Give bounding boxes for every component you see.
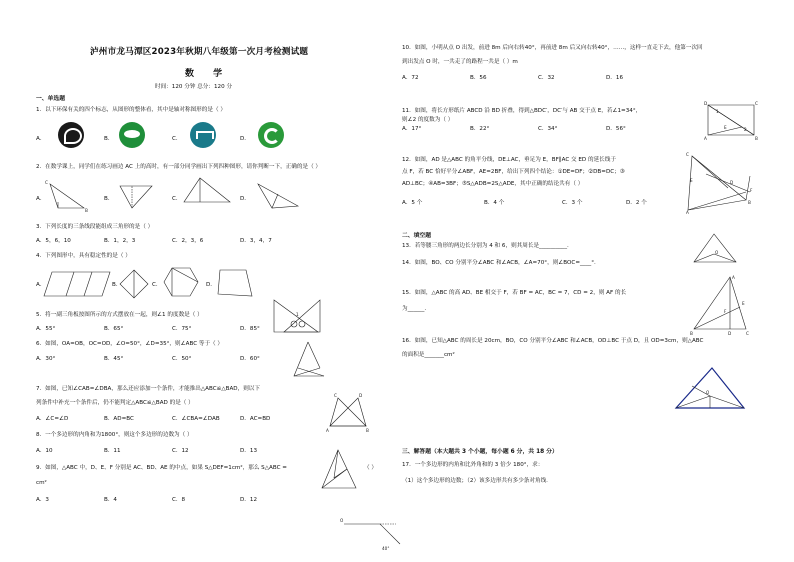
vertex-f-label: F — [724, 309, 727, 314]
vertex-c-label: C — [686, 152, 689, 157]
q6-stem: 6．如图，OA=OB，OC=OD，∠O=50°，∠D=35°，则∠ABC 等于（ ） — [36, 341, 224, 347]
q16-figure — [670, 366, 750, 416]
q11-option-a[interactable]: A．17° — [402, 126, 422, 132]
q8-stem: 8．一个多边形的内角和为1800°，则这个多边形的边数为（ ） — [36, 432, 193, 438]
leaf-icon — [64, 128, 82, 144]
q12-option-a[interactable]: A．5 个 — [402, 200, 423, 206]
pipe-icon — [196, 131, 214, 139]
vertex-a-label: A — [686, 210, 689, 215]
q2-figure-b — [112, 176, 162, 216]
q4-option-c[interactable]: C． — [152, 282, 162, 288]
q9-figure — [320, 448, 360, 492]
q4-figure-square — [120, 270, 150, 300]
q5-stem: 5．将一副三角板按图所示的方式摆放在一起，则∠1 的度数是（ ） — [36, 312, 203, 318]
vertex-c-label: C — [755, 101, 758, 106]
q6-option-c[interactable]: C．50° — [172, 356, 192, 362]
q6-option-b[interactable]: B．45° — [104, 356, 124, 362]
q11-figure — [704, 101, 764, 141]
vertex-d-label: D — [704, 101, 708, 106]
q1-option-c[interactable]: C． — [172, 136, 182, 142]
point-o-label: O — [340, 518, 344, 523]
vertex-b-label: B — [748, 200, 751, 205]
angle-2-label: 2 — [744, 127, 747, 132]
q16-stem-line2: 的面积是_______cm² — [402, 352, 455, 358]
q2-option-a[interactable]: A． — [36, 196, 46, 202]
q2-figure-d — [252, 178, 312, 218]
q9-option-d[interactable]: D．12 — [240, 497, 258, 503]
q12-option-d[interactable]: D．2 个 — [626, 200, 647, 206]
q4-option-b[interactable]: B． — [112, 282, 122, 288]
q8-option-c[interactable]: C．12 — [172, 448, 189, 454]
subject-label: 数 学 — [185, 69, 231, 79]
q16-stem-line1: 16．如图，已知△ABC 的周长是 20cm，BO，CO 分别平分∠ABC 和∠ACB，OD⊥BC 于点 D，且 OD=3cm，则△ABC — [402, 338, 704, 344]
q2-option-c[interactable]: C． — [172, 196, 182, 202]
q9-option-a[interactable]: A．3 — [36, 497, 49, 503]
vertex-b-label: B — [690, 331, 693, 336]
q12-stem-line2: 点 F，若 BC 恰好平分∠ABF，AE=2BF，给出下列四个结论：①DE=DF；②DB=DC；③ — [402, 169, 625, 175]
q5-option-a[interactable]: A．55° — [36, 326, 56, 332]
vertex-a-label: A — [326, 428, 329, 433]
q10-stem-line2: 到出发点 O 时，一共走了的路程一共是（ ）m — [402, 59, 518, 65]
recycle-arrow-icon — [264, 128, 280, 144]
q10-option-d[interactable]: D．16 — [606, 75, 624, 81]
q5-option-d[interactable]: D．85° — [240, 326, 260, 332]
q12-option-c[interactable]: C．3 个 — [562, 200, 583, 206]
q1-option-b[interactable]: B． — [104, 136, 114, 142]
point-o-label: O — [706, 390, 710, 395]
section-solve: 三、解答题（本大题共 3 个小题，每小题 6 分，共 18 分） — [402, 449, 558, 455]
q10-option-b[interactable]: B．56 — [470, 75, 487, 81]
q1-option-a[interactable]: A． — [36, 136, 46, 142]
q12-stem-line1: 12．如图，AD 是△ABC 的角平分线，DE⊥AC，垂足为 E，BF∥AC 交 ED 的延长线于 — [402, 157, 616, 163]
q11-option-d[interactable]: D．56° — [606, 126, 626, 132]
q4-option-d[interactable]: D． — [206, 282, 216, 288]
vertex-d-label: D — [728, 331, 732, 336]
q4-option-a[interactable]: A． — [36, 282, 46, 288]
q3-option-b[interactable]: B．1，2，3 — [104, 238, 136, 244]
q11-option-c[interactable]: C．34° — [538, 126, 558, 132]
q9-option-b[interactable]: B．4 — [104, 497, 117, 503]
q7-option-a[interactable]: A．∠C=∠D — [36, 416, 69, 422]
vertex-e-label: E — [690, 178, 693, 183]
q8-option-a[interactable]: A．10 — [36, 448, 53, 454]
point-o-label: O — [715, 250, 719, 255]
q2-stem: 2．在数学课上，同学们在练习画边 AC 上的高时，有一部分同学画出下列四种图形，请你判断一下，正确的是（ ） — [36, 164, 322, 170]
q4-stem: 4．下列图形中，具有稳定性的是（ ） — [36, 253, 131, 259]
q7-option-d[interactable]: D．AC=BD — [240, 416, 271, 422]
q6-figure — [292, 340, 332, 380]
vertex-c-label: C — [334, 393, 337, 398]
q11-option-b[interactable]: B．22° — [470, 126, 490, 132]
section-single-choice: 一、单选题 — [36, 96, 65, 102]
q5-option-c[interactable]: C．75° — [172, 326, 192, 332]
q3-option-d[interactable]: D．3，4，7 — [240, 238, 272, 244]
q12-figure — [686, 152, 756, 215]
q9-paren: （ ） — [364, 465, 377, 471]
q15-figure — [690, 275, 750, 335]
q10-figure — [340, 516, 410, 556]
q8-option-b[interactable]: B．11 — [104, 448, 121, 454]
q8-option-d[interactable]: D．13 — [240, 448, 258, 454]
q7-stem-line2: 列条件中补充一个条件后，仍不能判定△ABC≌△BAD 的是（ ） — [36, 400, 194, 406]
q17-stem: 17．一个多边形的内角和比外角和的 3 倍少 180°，求： — [402, 462, 544, 468]
q4-figure-hexagon — [164, 268, 198, 298]
q5-option-b[interactable]: B．65° — [104, 326, 124, 332]
q2-figure-a — [44, 176, 94, 216]
vertex-b-label: B — [366, 428, 369, 433]
q14-figure — [692, 232, 742, 268]
q9-unit: cm² — [36, 480, 47, 486]
vertex-f-label: F — [750, 188, 753, 193]
q10-option-c[interactable]: C．32 — [538, 75, 555, 81]
q3-stem: 3．下列长度的三条线段能组成三角形的是（ ） — [36, 224, 154, 230]
vertex-b-label: B — [755, 136, 758, 141]
q15-stem-line2: 为______. — [402, 306, 427, 312]
q2-figure-c — [180, 174, 240, 214]
q10-stem-line1: 10．如图，小明从点 O 出发，前进 8m 后向右转40°，再前进 8m 后又向右转40°，……，这样一直走下去，他第一次回 — [402, 45, 703, 51]
q7-figure — [326, 392, 370, 432]
angle-40-label: 40° — [382, 546, 390, 551]
vertex-b-label: B — [85, 208, 88, 213]
angle-1-label: 1 — [716, 109, 719, 114]
q2-option-d[interactable]: D． — [240, 196, 250, 202]
q12-stem-line3: AD⊥BC；④AB=3BF；⑤S△ADB=2S△ADE，其中正确的结论共有（ ） — [402, 181, 584, 187]
q7-stem-line1: 7．如图，已知∠CAB=∠DBA，那么还应添加一个条件，才能推出△ABC≌△BAD，则以下 — [36, 386, 260, 392]
vertex-c-label: C — [746, 331, 749, 336]
q7-option-b[interactable]: B．AD=BC — [104, 416, 134, 422]
leaf-icon — [124, 130, 140, 138]
vertex-a-label: A — [704, 136, 707, 141]
q5-figure-triangles — [274, 296, 324, 336]
q10-option-a[interactable]: A．72 — [402, 75, 419, 81]
q9-stem: 9．如图，△ABC 中，D、E、F 分别是 AC、BD、AE 的中点，如果 S△DEF=1cm²，那么 S△ABC = — [36, 465, 287, 471]
vertex-d-label: D — [359, 393, 363, 398]
q1-stem: 1．以下环保有关的四个标志，从图形的整体看，其中是轴对称图形的是（ ） — [36, 107, 226, 113]
vertex-a-label: A — [732, 275, 735, 280]
q4-figure-quad — [218, 268, 254, 298]
section-fill-blank: 二、填空题 — [402, 233, 431, 239]
q15-stem-line1: 15．如图，△ABC 的高 AD、BE 相交于 F，若 BF = AC，BC = 7，CD = 2，则 AF 的长 — [402, 290, 627, 296]
vertex-c-label: C — [45, 180, 48, 185]
q9-option-c[interactable]: C．8 — [172, 497, 186, 503]
q11-stem-line2: 则∠2 的度数为（ ） — [402, 117, 454, 123]
vertex-e-label: E — [742, 301, 745, 306]
q7-option-c[interactable]: C．∠CBA=∠DAB — [172, 416, 220, 422]
q11-stem-line1: 11．如图，将长方形纸片 ABCD 沿 BD 折叠，得到△BDC′，DC′与 AB 交于点 E，若∠1=34°， — [402, 108, 642, 114]
q1-option-d[interactable]: D． — [240, 136, 250, 142]
vertex-e-label: E — [724, 125, 727, 130]
q17-subparts: （1）这个多边形的边数；（2）该多边形共有多少条对角线. — [402, 478, 548, 484]
vertex-d-label: D — [730, 180, 734, 185]
q12-option-b[interactable]: B．4 个 — [484, 200, 505, 206]
exam-meta: 时间：120 分钟 总分：120 分 — [155, 84, 233, 90]
q2-option-b[interactable]: B． — [104, 196, 114, 202]
q6-option-d[interactable]: D．60° — [240, 356, 260, 362]
page-title: 泸州市龙马潭区2023年秋期八年级第一次月考检测试题 — [90, 47, 309, 57]
q6-option-a[interactable]: A．30° — [36, 356, 56, 362]
q13-stem: 13．若等腰三角形的两边长分别为 4 和 6，则其周长是__________. — [402, 243, 569, 249]
q3-option-a[interactable]: A．5，6，10 — [36, 238, 71, 244]
q4-figure-parallelogram — [44, 270, 114, 300]
angle-1-label: 1 — [296, 312, 299, 317]
q14-stem: 14．如图，BO、CO 分别平分∠ABC 和∠ACB，∠A=70°，则∠BOC=____°. — [402, 260, 596, 266]
q3-option-c[interactable]: C．2，3，6 — [172, 238, 204, 244]
